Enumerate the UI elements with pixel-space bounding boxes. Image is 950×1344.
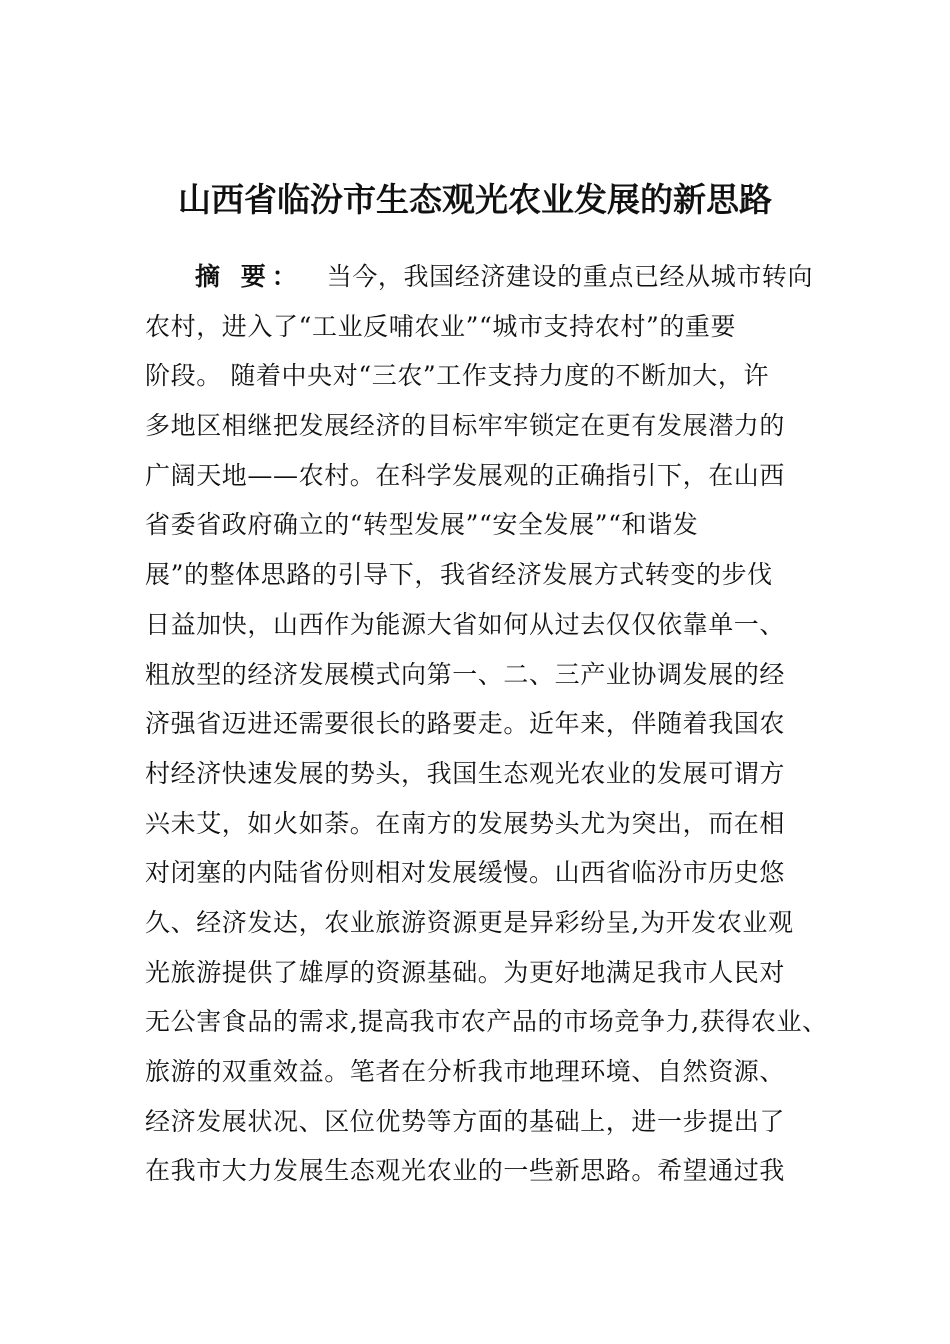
abstract-line: 展”的整体思路的引导下，我省经济发展方式转变的步伐 bbox=[145, 560, 773, 590]
document-title: 山西省临汾市生态观光农业发展的新思路 bbox=[178, 180, 772, 220]
abstract-line: 日益加快，山西作为能源大省如何从过去仅仅依靠单一、 bbox=[145, 609, 786, 639]
abstract-line: 阶段。 随着中央对“三农”工作支持力度的不断加大，许 bbox=[145, 361, 770, 391]
abstract-text: 当今，我国经济建设的重点已经从城市转向 bbox=[326, 262, 814, 291]
abstract-line: 济强省迈进还需要很长的路要走。近年来，伴随着我国农 bbox=[145, 709, 786, 739]
abstract-line bbox=[145, 252, 815, 302]
abstract-line: 无公害食品的需求,提高我市农产品的市场竞争力,获得农业、 bbox=[145, 1007, 828, 1037]
abstract-line: 广阔天地——农村。在科学发展观的正确指引下，在山西 bbox=[145, 460, 786, 490]
abstract-line: 省委省政府确立的“转型发展”“安全发展”“和谐发 bbox=[145, 510, 699, 540]
abstract-line: 经济发展状况、区位优势等方面的基础上，进一步提出了 bbox=[145, 1106, 786, 1136]
abstract-line: 村经济快速发展的势头，我国生态观光农业的发展可谓方 bbox=[145, 758, 786, 788]
abstract-line: 旅游的双重效益。笔者在分析我市地理环境、自然资源、 bbox=[145, 1057, 786, 1086]
abstract-line: 久、经济发达，农业旅游资源更是异彩纷呈,为开发农业观 bbox=[145, 907, 794, 937]
abstract-line: 光旅游提供了雄厚的资源基础。为更好地满足我市人民对 bbox=[145, 957, 786, 987]
abstract-line: 兴未艾，如火如荼。在南方的发展势头尤为突出，而在相 bbox=[145, 808, 786, 838]
abstract-line: 对闭塞的内陆省份则相对发展缓慢。山西省临汾市历史悠 bbox=[145, 858, 786, 888]
abstract-line: 多地区相继把发展经济的目标牢牢锁定在更有发展潜力的 bbox=[145, 411, 786, 441]
abstract-line: 粗放型的经济发展模式向第一、二、三产业协调发展的经 bbox=[145, 659, 786, 689]
abstract-label: 摘 要： bbox=[195, 262, 303, 291]
abstract-line: 农村，进入了“工业反哺农业”“城市支持农村”的重要 bbox=[145, 311, 737, 341]
abstract-section bbox=[145, 252, 828, 1196]
abstract-line: 在我市大力发展生态观光农业的一些新思路。希望通过我 bbox=[145, 1156, 786, 1186]
